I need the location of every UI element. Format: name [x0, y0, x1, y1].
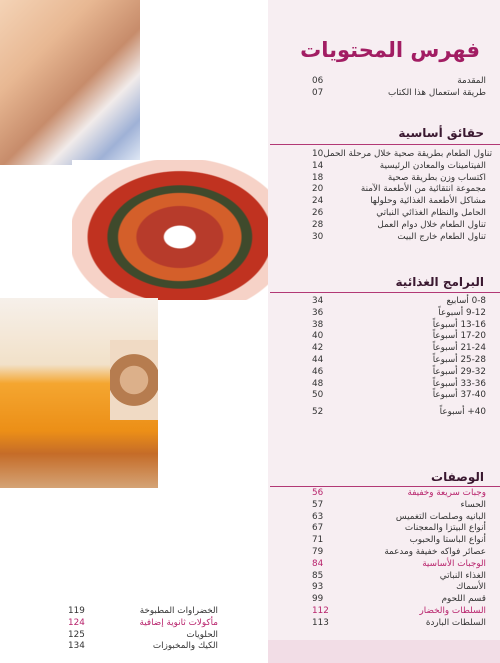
toc-entry[interactable]	[312, 308, 486, 320]
toc-entry[interactable]	[312, 76, 486, 88]
toc-entry[interactable]	[312, 571, 486, 583]
toc-page-number: 71	[312, 535, 324, 546]
toc-entry-label: 25-28 أسبوعاً	[432, 354, 486, 365]
toc-entry[interactable]	[312, 547, 486, 559]
toc-entry-label: الخضراوات المطبوخة	[139, 606, 218, 616]
toc-entry-label: 21-24 أسبوعاً	[432, 343, 486, 354]
toc-page-number: 30	[312, 231, 324, 242]
toc-page-number: 06	[312, 76, 324, 86]
toc-entry-label: 13-16 أسبوعاً	[432, 319, 486, 330]
toc-entry-label: مأكولات ثانوية إضافية	[139, 617, 218, 628]
toc-entry-label: أنواع البيتزا والمعجنات	[404, 523, 486, 534]
toc-page-number: 119	[68, 606, 85, 616]
toc-entry-label: تناول الطعام خارج البيت	[397, 231, 486, 242]
toc-page-number: 112	[312, 605, 329, 616]
toc-entry-label: 0-8 أسابيع	[446, 296, 486, 306]
section-heading-recipes: الوصفات	[431, 470, 484, 484]
intro-list	[312, 76, 486, 100]
section-divider	[270, 486, 500, 487]
toc-entry[interactable]	[312, 559, 486, 571]
toc-page-number: 63	[312, 511, 324, 522]
toc-page-number: 44	[312, 354, 324, 365]
toc-entry-label: مجموعة انتقائية من الأطعمة الآمنة	[360, 184, 486, 195]
toc-entry-label: وجبات سريعة وخفيفة	[407, 488, 486, 498]
toc-page-number: 67	[312, 523, 324, 534]
toc-entry[interactable]	[312, 196, 486, 208]
toc-entry-label: اكتساب وزن بطريقة صحية	[387, 172, 486, 183]
section-divider	[270, 292, 500, 293]
toc-page-number: 24	[312, 196, 324, 207]
toc-entry-label: الكيك والمخبوزات	[152, 641, 218, 652]
toc-entry-label: الحامل والنظام الغذائي النباتي	[376, 207, 486, 218]
toc-page-number: 124	[68, 617, 85, 628]
toc-page-number: 134	[68, 641, 85, 652]
toc-page-number: 79	[312, 546, 324, 557]
toc-entry[interactable]	[312, 173, 486, 185]
toc-entry[interactable]	[312, 379, 486, 391]
toc-entry[interactable]	[68, 641, 218, 653]
toc-page-number: 42	[312, 343, 324, 354]
toc-entry-label: 17-20 أسبوعاً	[432, 331, 486, 342]
toc-page-number: 93	[312, 582, 324, 593]
toc-page-number: 36	[312, 307, 324, 318]
toc-page-number: 14	[312, 160, 324, 171]
toc-entry-label: 9-12 أسبوعاً	[438, 307, 486, 318]
toc-entry[interactable]	[312, 149, 493, 161]
toc-page-number: 26	[312, 207, 324, 218]
panel-footer-strip	[268, 640, 500, 663]
toc-entry-label: الأسماك	[456, 582, 486, 593]
toc-page-number: 50	[312, 390, 324, 401]
toc-entry-label: البانيه وصلصات التغميس	[395, 511, 486, 522]
toc-page-number: 07	[312, 87, 324, 98]
section-divider	[270, 144, 500, 145]
toc-page-number: 113	[312, 617, 329, 628]
toc-page-number: 56	[312, 488, 324, 498]
toc-entry[interactable]	[312, 296, 486, 308]
toc-entry[interactable]	[312, 320, 486, 332]
toc-entry-label: 33-36 أسبوعاً	[432, 378, 486, 389]
toc-entry[interactable]	[312, 232, 486, 244]
toc-entry-label: الفيتامينات والمعادن الرئيسية	[379, 160, 486, 171]
programs-list	[312, 296, 486, 419]
toc-entry[interactable]	[312, 220, 486, 232]
photo-pregnant-woman	[0, 0, 140, 165]
toc-page-number: 84	[312, 558, 324, 569]
toc-entry-label: السلطات والخضار	[419, 605, 486, 616]
section-heading-basics: حقائق أساسية	[398, 126, 484, 140]
toc-entry[interactable]	[68, 606, 218, 618]
toc-entry[interactable]	[312, 355, 486, 367]
toc-entry[interactable]	[312, 208, 486, 220]
toc-entry-label: 37-40 أسبوعاً	[432, 390, 486, 401]
toc-entry-label: تناول الطعام خلال دوام العمل	[377, 219, 486, 230]
toc-entry[interactable]	[312, 606, 486, 618]
toc-entry-label: مشاكل الأطعمة الغذائية وحلولها	[370, 196, 486, 207]
toc-entry[interactable]	[312, 390, 486, 402]
toc-entry-label: الغذاء النباتي	[439, 570, 486, 581]
toc-page-number: 52	[312, 407, 324, 418]
toc-page-number: 57	[312, 499, 324, 510]
toc-entry[interactable]	[68, 618, 218, 630]
toc-entry-label: 29-32 أسبوعاً	[432, 366, 486, 377]
toc-entry[interactable]	[312, 582, 486, 594]
toc-page-number: 38	[312, 319, 324, 330]
toc-entry-label: قسم اللحوم	[441, 594, 486, 605]
toc-entry-label: أنواع الباستا والحبوب	[409, 535, 486, 546]
toc-entry-label: الحساء	[460, 499, 486, 510]
toc-entry[interactable]	[312, 512, 486, 524]
photo-salad-plate	[72, 160, 268, 300]
toc-entry[interactable]	[312, 331, 486, 343]
toc-entry-label: عصائر فواكه خفيفة ومدعمة	[384, 546, 486, 557]
toc-entry[interactable]	[312, 367, 486, 379]
toc-entry[interactable]	[312, 523, 486, 535]
toc-entry-label: المقدمة	[457, 76, 486, 86]
toc-page-number: 34	[312, 296, 324, 306]
toc-entry[interactable]	[68, 630, 218, 642]
toc-entry-label: الوجبات الأساسية	[422, 558, 486, 569]
section-heading-programs: البرامج الغذائية	[395, 275, 484, 289]
recipes-list	[312, 488, 486, 630]
toc-entry[interactable]	[312, 594, 486, 606]
toc-entry-label: 40+ أسبوعاً	[439, 407, 486, 418]
toc-entry-label: طريقة استعمال هذا الكتاب	[387, 87, 486, 98]
toc-entry[interactable]	[312, 184, 486, 196]
toc-page-number: 40	[312, 331, 324, 342]
toc-entry[interactable]	[312, 618, 486, 630]
recipes-continued-list	[68, 606, 218, 653]
toc-page-number: 85	[312, 570, 324, 581]
basics-list	[312, 149, 493, 243]
toc-page-number: 125	[68, 629, 85, 640]
toc-entry[interactable]	[312, 407, 486, 419]
toc-page-number: 46	[312, 366, 324, 377]
toc-entry[interactable]	[312, 535, 486, 547]
toc-entry[interactable]	[312, 88, 486, 100]
toc-page-number: 20	[312, 184, 324, 195]
toc-entry[interactable]	[312, 161, 486, 173]
toc-page-number: 99	[312, 594, 324, 605]
toc-entry[interactable]	[312, 500, 486, 512]
toc-page-number: 28	[312, 219, 324, 230]
toc-page-number: 48	[312, 378, 324, 389]
toc-entry-label: الحلويات	[186, 629, 218, 640]
toc-entry[interactable]	[312, 343, 486, 355]
toc-entry[interactable]	[312, 488, 486, 500]
toc-entry-label: السلطات الباردة	[425, 617, 486, 628]
toc-page-number: 10	[312, 149, 324, 159]
photo-bread-basket	[110, 340, 158, 420]
page-title: فهرس المحتويات	[300, 38, 480, 62]
toc-page-number: 18	[312, 172, 324, 183]
toc-entry-label: تناول الطعام بطريقة صحية خلال مرحلة الحمل	[323, 149, 493, 159]
